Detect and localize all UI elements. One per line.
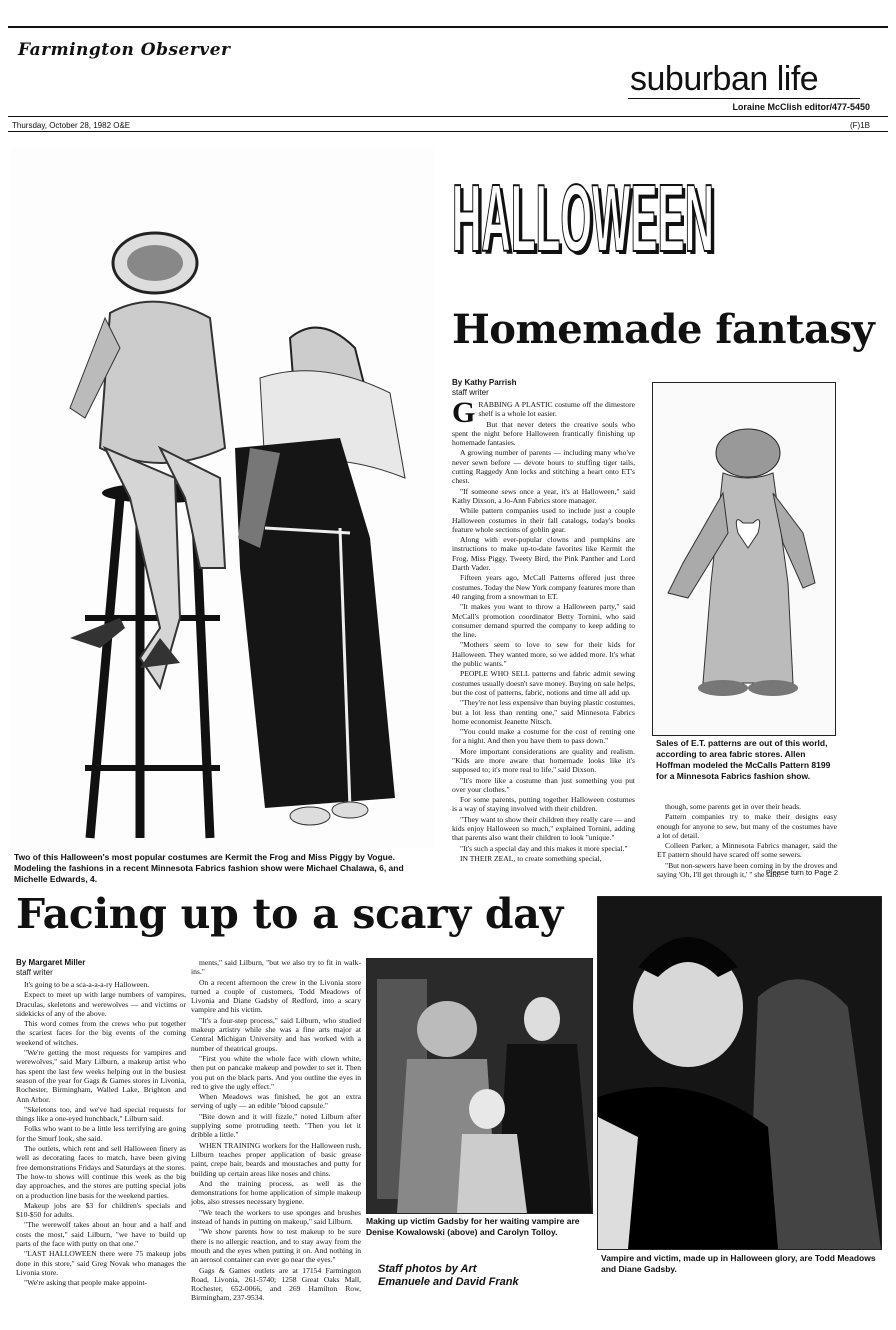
paragraph: IN THEIR ZEAL, to create something special,	[460, 853, 602, 863]
vampire-victim-illustration	[598, 897, 881, 1249]
paragraph: While pattern companies used to include just a couple Halloween costumes in their fall catalogs, today's books feature whole sections of goblin gear.	[452, 506, 635, 534]
header-rule-2	[8, 131, 888, 132]
paragraph: A growing number of parents — including many who've never sewn before — devote hours to stuffing tiger tails, cutting Raggedy Ann locks and stitching a heart onto ET's chest.	[452, 448, 635, 486]
paragraph: More important considerations are quality and realism. "Kids are more aware that homemade looks like it's supposed to; it's more real to life," said Dixson.	[452, 746, 635, 775]
paragraph: The outlets, which rent and sell Halloween finery as well as decorating faces to match, have been giving free demonstrations Fridays and Saturdays at the stores. The how-to shows will continue this week as the big day approaches, and the stores are putting special jobs on a production line basis for the weekend parties.	[16, 1144, 186, 1200]
halloween-kicker: HALLOWEEN	[452, 165, 714, 272]
second-byline-name: By Margaret Miller	[16, 958, 86, 967]
paragraph: ments," said Lilburn, "but we also try to fit in walk-ins."	[191, 958, 361, 977]
makeup-photo-caption: Making up victim Gadsby for her waiting vampire are Denise Kowalowski (above) and Carolyn Tolloy.	[366, 1216, 580, 1237]
paragraph: RABBING A PLASTIC costume off the dimestore shelf is a whole lot easier.	[478, 400, 635, 419]
vampire-photo-caption: Vampire and victim, made up in Halloween glory, are Todd Meadows and Diane Gadsby.	[601, 1253, 876, 1274]
paragraph: "We teach the workers to use sponges and brushes instead of hands in putting on makeup," said Lilburn.	[191, 1207, 361, 1227]
paragraph: "Skeletons too, and we've had special requests for things like a one-eyed hunchback," Lilburn said.	[16, 1104, 186, 1124]
paragraph: "We show parents how to test makeup to be sure there is no allergic reaction, and to stay away from the mouth and the eyes when putting it on. And nothing in an aerosol container can ever go near the eyes."	[191, 1227, 361, 1265]
paragraph: "They want to show their children they really care — and kids enjoy Halloween so much," explained Tornini, adding that parents also want their children to look "unique."	[452, 814, 635, 843]
feature-byline-name: By Kathy Parrish	[452, 378, 517, 387]
paragraph: On a recent afternoon the crew in the Livonia store turned a couple of customers, Todd Meadows of Livonia and Diane Gadsby of Redford, into a scary vampire and his victim.	[191, 977, 361, 1015]
paragraph: It's going to be a sca-a-a-a-ry Halloween.	[24, 980, 150, 989]
main-photo-caption: Two of this Halloween's most popular costumes are Kermit the Frog and Miss Piggy by Vogue. Modeling the fashions in a recent Minnesota Fabrics fashion show were Michael Chalawa, 6, and Michelle Edwards, 4.	[14, 852, 404, 884]
second-column-1	[16, 980, 186, 1320]
editor-line: Loraine McClish editor/477-5450	[732, 102, 870, 112]
photo-credit	[378, 1263, 519, 1289]
second-col1-body	[16, 980, 186, 1288]
paragraph: WHEN TRAINING workers for the Halloween rush, Lilburn teaches proper application of basic grease paint, crepe hair, beards and moustaches and putty for building up certain areas like noses and chins.	[191, 1140, 361, 1178]
paragraph: Folks who want to be a little less terrifying are going for the Smurf look, she said.	[16, 1124, 186, 1143]
feature-byline	[452, 378, 516, 398]
section-title: suburban life	[630, 60, 819, 98]
top-rule	[8, 26, 888, 28]
et-costume-illustration	[653, 383, 835, 735]
feature-col1-body	[452, 396, 635, 863]
masthead-title: Farmington Observer	[18, 40, 231, 60]
second-byline	[16, 958, 85, 978]
paragraph: Colleen Parker, a Minnesota Fabrics manager, said the ET pattern should have scared off some sewers.	[657, 841, 837, 860]
paragraph: "We're getting the most requests for vampires and werewolves," said Mary Lilburn, a makeup artist who has spent the last few weeks helping out in the busiest season of the year for Gags & Games stores in Livonia, Rochester, Birmingham, Walled Lake, Brighton and Ann Arbor.	[16, 1048, 186, 1104]
paragraph: "If someone sews once a year, it's at Halloween," said Kathy Dixson, a Jo-Ann Fabrics store manager.	[452, 486, 635, 505]
section-underline	[628, 98, 860, 99]
paragraph: "It's such a special day and this makes it more special."	[460, 843, 628, 853]
paragraph: Makeup jobs are $3 for children's specials and $10-$50 for adults.	[16, 1200, 186, 1220]
et-photo	[652, 382, 836, 736]
paragraph: "It's more like a costume than just something you put over your clothes."	[452, 775, 635, 794]
makeup-scene-illustration	[367, 959, 592, 1213]
vampire-photo	[597, 896, 882, 1250]
paragraph: "LAST HALLOWEEN there were 75 makeup jobs done in this store," said Greg Novak who manages the Livonia store.	[16, 1249, 186, 1277]
feature-dropcap: G	[452, 396, 476, 429]
dateline: Thursday, October 28, 1982 O&E	[12, 121, 131, 130]
paragraph: "First you white the whole face with clown white, then put on pancake makeup and powder to set it. Then you put on the black parts. And you outline the eyes in red to give the ugly effect."	[191, 1053, 361, 1091]
paragraph: "It's a four-step process," said Lilburn, who studied makeup artistry while she was a fine arts major at Central Michigan University and has worked with a number of theatrical groups.	[191, 1015, 361, 1053]
second-byline-title: staff writer	[16, 968, 53, 977]
paragraph: "Mothers seem to love to sew for their kids for Halloween. They wanted more, so we added more. It's what the public wants."	[452, 640, 635, 669]
paragraph: "But non-sewers have been coming in by the droves and saying 'Oh, I'll get through it,' " she said.	[657, 860, 837, 880]
feature-byline-title: staff writer	[452, 388, 489, 397]
paragraph: "Bite down and it will fizzle," noted Lilburn after supplying some protruding teeth. "Then you let it dribble a little."	[191, 1111, 361, 1140]
paragraph: "You could make a costume for the cost of renting one for a night. And then you have them to pass down."	[452, 727, 635, 746]
paragraph: Expect to meet up with large numbers of vampires, Draculas, skeletons and werewolves — and victims or sidekicks of any of the above.	[16, 990, 186, 1018]
paragraph: When Meadows was finished, he got an extra serving of ugly — an edible "blood capsule."	[191, 1092, 361, 1111]
photo-credit-line-2: Emanuele and David Frank	[378, 1276, 519, 1288]
header-rule	[8, 116, 888, 117]
svg-text:HALLOWEEN: HALLOWEEN	[455, 168, 717, 275]
paragraph: And the training process, as well as the demonstrations for home application of simple makeup jobs, also stresses necessary hygiene.	[191, 1178, 361, 1207]
paragraph: "We're asking that people make appoint-	[24, 1278, 147, 1288]
feature-column-1	[452, 396, 635, 870]
paragraph: PEOPLE WHO SELL patterns and fabric admit sewing costumes usually doesn't save money. Buying on sale helps, but the cost of patterns, fabric, notions and time all add up.	[452, 669, 635, 697]
paragraph: Pattern companies try to make their designs easy enough for anyone to sew, but many of the costumes have a lot of detail.	[657, 812, 837, 840]
paragraph: For some parents, putting together Halloween costumes is a way of staying involved with their children.	[452, 795, 635, 814]
et-photo-caption: Sales of E.T. patterns are out of this world, according to area fabric stores. Allen Hoffman modeled the McCalls Pattern 8199 for a Minnesota Fabrics fashion show.	[656, 738, 831, 781]
paragraph: Fifteen years ago, McCall Patterns offered just three costumes. Today the New York company features more than 40 ranging from a snowman to ET.	[452, 573, 635, 601]
second-col2-body	[191, 958, 361, 1303]
paragraph: But that never deters the creative souls who spent the night before Halloween frantically finishing up homemade fantasies.	[452, 419, 635, 448]
page-number: (F)1B	[850, 121, 870, 130]
continued-line: Please turn to Page 2	[765, 868, 838, 877]
main-photo-kermit-piggy	[10, 148, 435, 848]
makeup-photo	[366, 958, 593, 1214]
second-column-2	[191, 958, 361, 1318]
paragraph: Gags & Games outlets are at 17154 Farmington Road, Livonia, 261-5740; 1258 Great Oaks Mall, Rochester, 652-0066, and 269 Hamilton Row, Birmingham, 237-9534.	[191, 1265, 361, 1303]
paragraph: Along with ever-popular clowns and pumpkins are instructions to make up-to-date favorites like Kermit the Frog, Miss Piggy, Tweety Bird, the Pink Panther and Lord Darth Vader.	[452, 535, 635, 573]
photo-credit-line-1: Staff photos by Art	[378, 1263, 477, 1275]
feature-headline: Homemade fantasy	[452, 306, 875, 353]
paragraph: This word comes from the crews who put together the scariest faces for the big events of the coming weekend of witches.	[16, 1019, 186, 1047]
second-headline: Facing up to a scary day	[16, 890, 564, 938]
paragraph: though, some parents get in over their heads.	[665, 802, 802, 811]
paragraph: "The werewolf takes about an hour and a half and costs the most," said Lilburn, "we have to build up parts of the face with putty on that one."	[16, 1220, 186, 1249]
costume-photo-illustration	[10, 148, 435, 848]
halloween-logo	[452, 165, 722, 275]
paragraph: "It makes you want to throw a Halloween party," said McCall's promotion coordinator Betty Tornini, who said consumer demand spurred the company to keep adding to the line.	[452, 602, 635, 640]
paragraph: "They're not less expensive than buying plastic costumes, but a lot less than renting one," said Minnesota Fabrics home economist Jeanette Nitsch.	[452, 698, 635, 726]
